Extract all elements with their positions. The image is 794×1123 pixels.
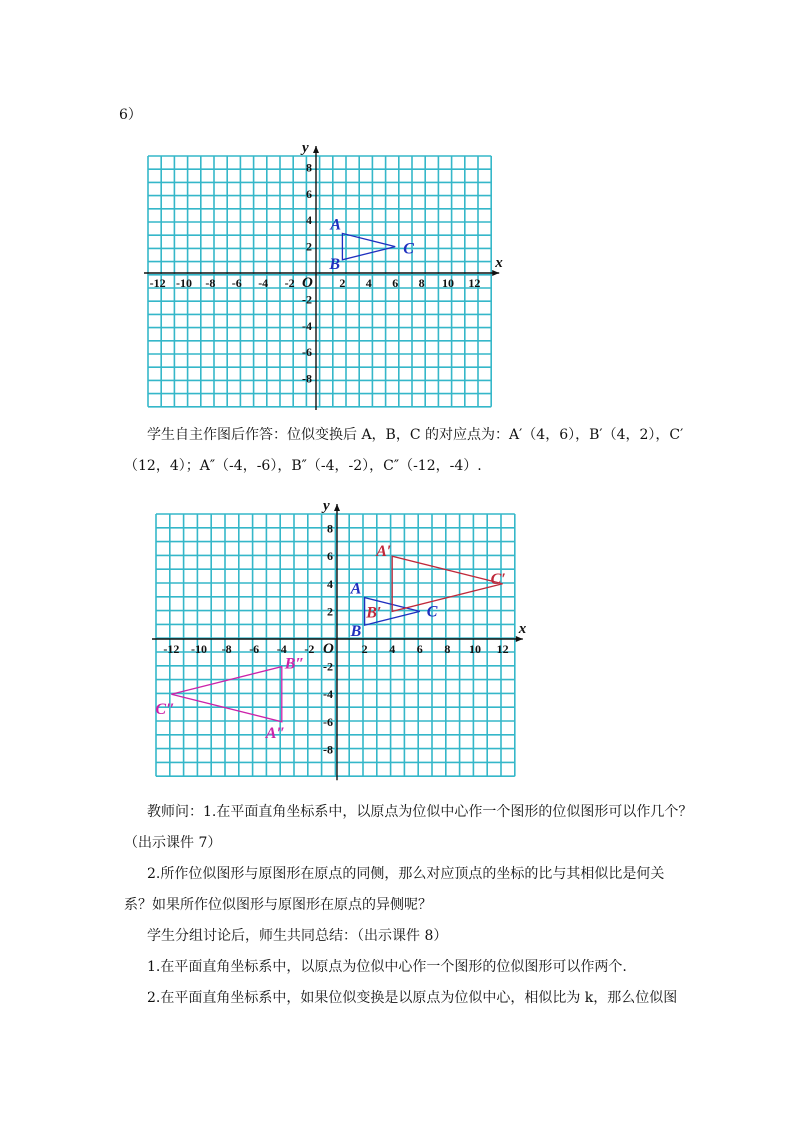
x-tick-label: -4 [258,276,269,290]
x-tick-label: 10 [442,276,454,290]
y-tick-label: 4 [327,576,333,591]
vertex-label: B″ [284,655,305,673]
x-tick-label: -12 [163,642,180,656]
x-tick-label: 8 [444,642,451,656]
x-tick-label: 8 [418,276,425,290]
x-tick-label: 12 [496,642,509,656]
question-2-line-2: 系？如果所作位似图形与原图形在原点的异侧呢？ [124,897,432,913]
x-tick-label: -2 [284,276,295,290]
x-tick-label: 4 [389,642,396,656]
x-axis-label: x [518,621,527,637]
x-tick-label: -12 [149,276,166,290]
vertex-label: C [426,603,438,621]
y-tick-label: 6 [306,186,312,201]
x-tick-label: -10 [176,276,192,290]
lead-label: 6） [119,107,142,123]
x-tick-label: -6 [231,276,242,290]
y-tick-label: 6 [327,549,333,564]
y-tick-label: -4 [323,687,333,702]
question-2-line-1: 2.所作位似图形与原图形在原点的同侧，那么对应顶点的坐标的比与其相似比是何关 [147,866,665,882]
y-axis-arrow [334,504,340,511]
y-tick-label: -2 [323,659,333,674]
x-tick-label: -2 [304,642,315,656]
answer-line-2: （12，4）；A″（-4，-6），B″（-4，-2），C″（-12，-4）. [124,458,482,474]
x-tick-label: -6 [249,642,260,656]
y-tick-label: 8 [327,521,333,536]
y-tick-label: 8 [306,160,312,175]
triangle-blue [342,233,395,259]
coordinate-grid-figure-2 [148,484,538,784]
x-axis-label: x [495,255,503,271]
y-axis-arrow [313,146,319,153]
y-tick-label: -6 [302,345,312,360]
y-tick-label: 2 [306,239,312,254]
x-tick-label: 12 [468,276,481,290]
y-tick-label: -8 [302,371,312,386]
vertex-label: B′ [366,604,382,622]
y-tick-label: -2 [302,292,312,307]
x-tick-label: 6 [416,642,423,656]
y-tick-label: -8 [323,742,333,757]
y-tick-label: -4 [302,318,312,333]
y-axis-label: y [323,498,330,514]
vertex-label: C [403,240,414,258]
summary-intro: 学生分组讨论后，师生共同总结：（出示课件 8） [147,928,448,944]
vertex-label: A [350,580,362,598]
vertex-label: B [350,623,362,641]
vertex-label: A′ [376,543,392,561]
x-tick-label: -8 [221,642,232,656]
vertex-label: B [329,255,341,273]
x-tick-label: 10 [469,642,481,656]
origin-label: O [302,275,313,291]
y-axis-label: y [302,140,309,156]
x-tick-label: -4 [276,642,287,656]
vertex-label: C′ [490,570,506,588]
origin-label: O [323,641,334,657]
vertex-label: A [330,216,342,234]
x-tick-label: 2 [339,276,346,290]
vertex-label: A″ [265,724,286,742]
x-tick-label: 2 [361,642,368,656]
teacher-question-line-2: （出示课件 7） [124,835,222,851]
conclusion-1: 1.在平面直角坐标系中，以原点为位似中心作一个图形的位似图形可以作两个. [147,959,627,975]
coordinate-grid-figure-1 [140,130,510,410]
answer-line-1: 学生自主作图后作答：位似变换后 A，B，C 的对应点为：A′（4，6），B′（4，2），C′ [147,427,684,443]
x-tick-label: -10 [191,642,207,656]
x-tick-label: 4 [365,276,372,290]
y-tick-label: 2 [327,604,333,619]
x-tick-label: 6 [392,276,399,290]
y-tick-label: -6 [323,714,333,729]
y-tick-label: 4 [306,213,312,228]
triangle-red [392,556,502,611]
x-tick-label: -8 [205,276,216,290]
teacher-question-line-1: 教师问：1.在平面直角坐标系中，以原点为位似中心作一个图形的位似图形可以作几个？ [147,804,693,820]
conclusion-2: 2.在平面直角坐标系中，如果位似变换是以原点为位似中心，相似比为 k，那么位似图 [147,990,678,1006]
vertex-label: C″ [155,701,175,719]
